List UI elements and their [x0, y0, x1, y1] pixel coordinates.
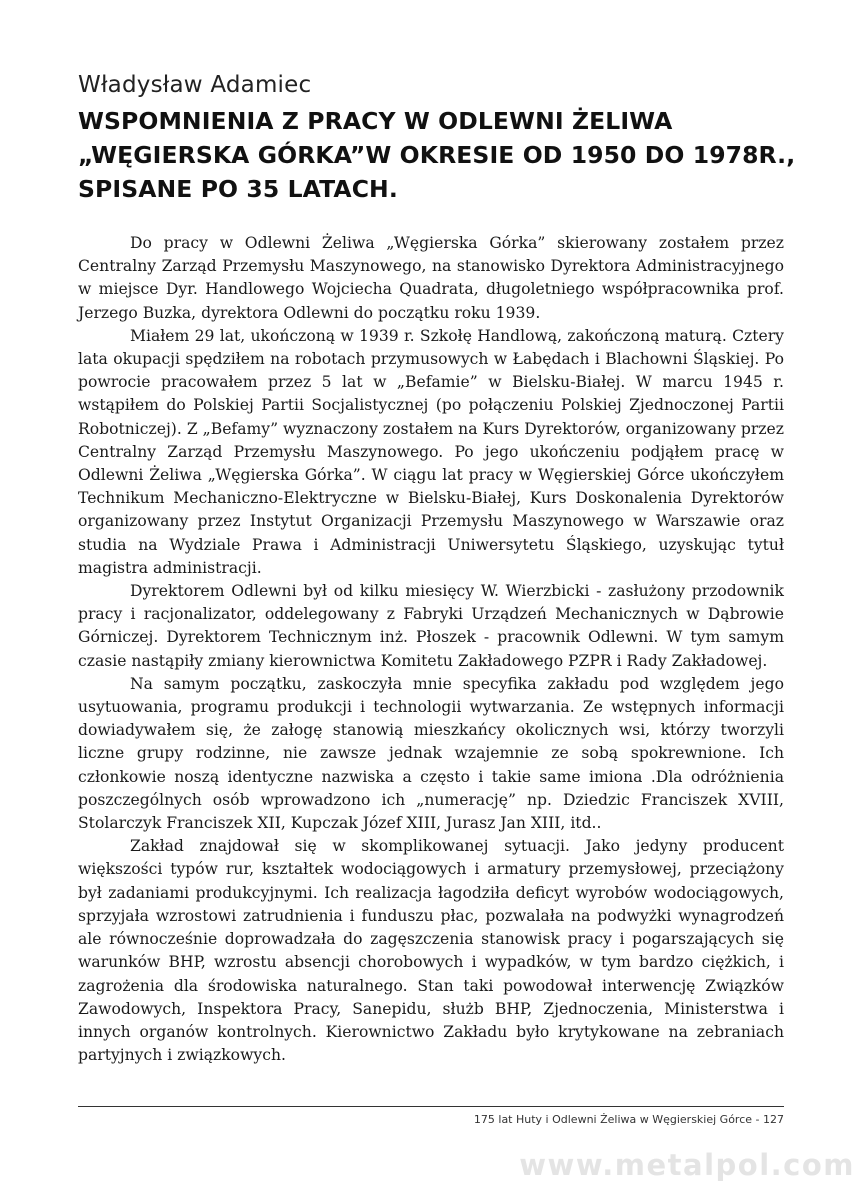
page-footer: 175 lat Huty i Odlewni Żeliwa w Węgierskiej Górce - 127	[473, 1113, 784, 1126]
paragraph: Dyrektorem Odlewni był od kilku miesięcy W. Wierzbicki - zasłużony przodownik pracy i racjonalizator, oddelegowany z Fabryki Urządzeń Mechanicznych w Dąbrowie Górniczej. Dyrektorem Technicznym inż. Płoszek - pracownik Odlewni. W tym samym czasie nastąpiły zmiany kierownictwa Komitetu Zakładowego PZPR i Rady Zakładowej.	[78, 582, 784, 670]
paragraph: Miałem 29 lat, ukończoną w 1939 r. Szkołę Handlową, zakończoną maturą. Cztery lata okupacji spędziłem na robotach przymusowych w Łabędach i Blachowni Śląskiej. Po powrocie pracowałem przez 5 lat w „Befamie” w Bielsku-Białej. W marcu 1945 r. wstąpiłem do Polskiej Partii Socjalistycznej (po połączeniu Polskiej Zjednoczonej Partii Robotniczej). Z „Befamy” wyznaczony zostałem na Kurs Dyrektorów, organizowany przez Centralny Zarząd Przemysłu Maszynowego. Po jego ukończeniu podjąłem pracę w Odlewni Żeliwa „Węgierska Górka”. W ciągu lat pracy w Węgierskiej Górce ukończyłem Technikum Mechaniczno-Elektryczne w Bielsku-Białej, Kurs Doskonalenia Dyrektorów organizowany przez Instytut Organizacji Przemysłu Maszynowego w Warszawie oraz studia na Wydziale Prawa i Administracji Uniwersytetu Śląskiego, uzyskując tytuł magistra administracji.	[78, 326, 784, 577]
title-line: „WĘGIERSKA GÓRKA”W OKRESIE OD 1950 DO 1978R.,	[78, 141, 796, 169]
paragraph: Na samym początku, zaskoczyła mnie specyfika zakładu pod względem jego usytuowania, programu produkcji i technologii wytwarzania. Ze wstępnych informacji dowiadywałem się, że załogę stanowią mieszkańcy okolicznych wsi, którzy tworzyli liczne grupy rodzinne, nie zawsze jednak wzajemnie ze sobą spokrewnione. Ich członkowie noszą identyczne nazwiska a często i takie same imiona .Dla odróżnienia poszczególnych osób wprowadzono ich „numerację” np. Dziedzic Franciszek XVIII, Stolarczyk Franciszek XII, Kupczak Józef XIII, Jurasz Jan XIII, itd..	[78, 674, 784, 833]
paragraph: Zakład znajdował się w skomplikowanej sytuacji. Jako jedyny producent większości typów rur, kształtek wodociągowych i armatury przemysłowej, przeciążony był zadaniami produkcyjnymi. Ich realizacja łagodziła deficyt wyrobów wodociągowych, sprzyjała wzrostowi zatrudnienia i funduszu płac, pozwalała na podwyżki wynagrodzeń ale równocześnie doprowadzała do zagęszczenia stanowisk pracy i pogarszających się warunków BHP, wzrostu absencji chorobowych i wypadków, w tym bardzo ciężkich, i zagrożenia dla środowiska naturalnego. Stan taki powodował interwencję Związków Zawodowych, Inspektora Pracy, Sanepidu, służb BHP, Zjednoczenia, Ministerstwa i innych organów kontrolnych. Kierownictwo Zakładu było krytykowane na zebraniach partyjnych i związkowych.	[78, 837, 784, 1065]
title-line: SPISANE PO 35 LATACH.	[78, 175, 398, 203]
article-header	[78, 72, 796, 206]
article-body	[78, 232, 784, 1067]
paragraph: Do pracy w Odlewni Żeliwa „Węgierska Górka” skierowany zostałem przez Centralny Zarząd Przemysłu Maszynowego, na stanowisko Dyrektora Administracyjnego w miejsce Dyr. Handlowego Wojciecha Quadrata, długoletniego współpracownika prof. Jerzego Buzka, dyrektora Odlewni do początku roku 1939.	[78, 234, 784, 322]
title-line: WSPOMNIENIA Z PRACY W ODLEWNI ŻELIWA	[78, 107, 673, 135]
author-name: Władysław Adamiec	[78, 72, 312, 98]
watermark: www.metalpol.com	[519, 1148, 855, 1182]
article-title	[78, 104, 796, 206]
footer-divider	[78, 1106, 784, 1107]
